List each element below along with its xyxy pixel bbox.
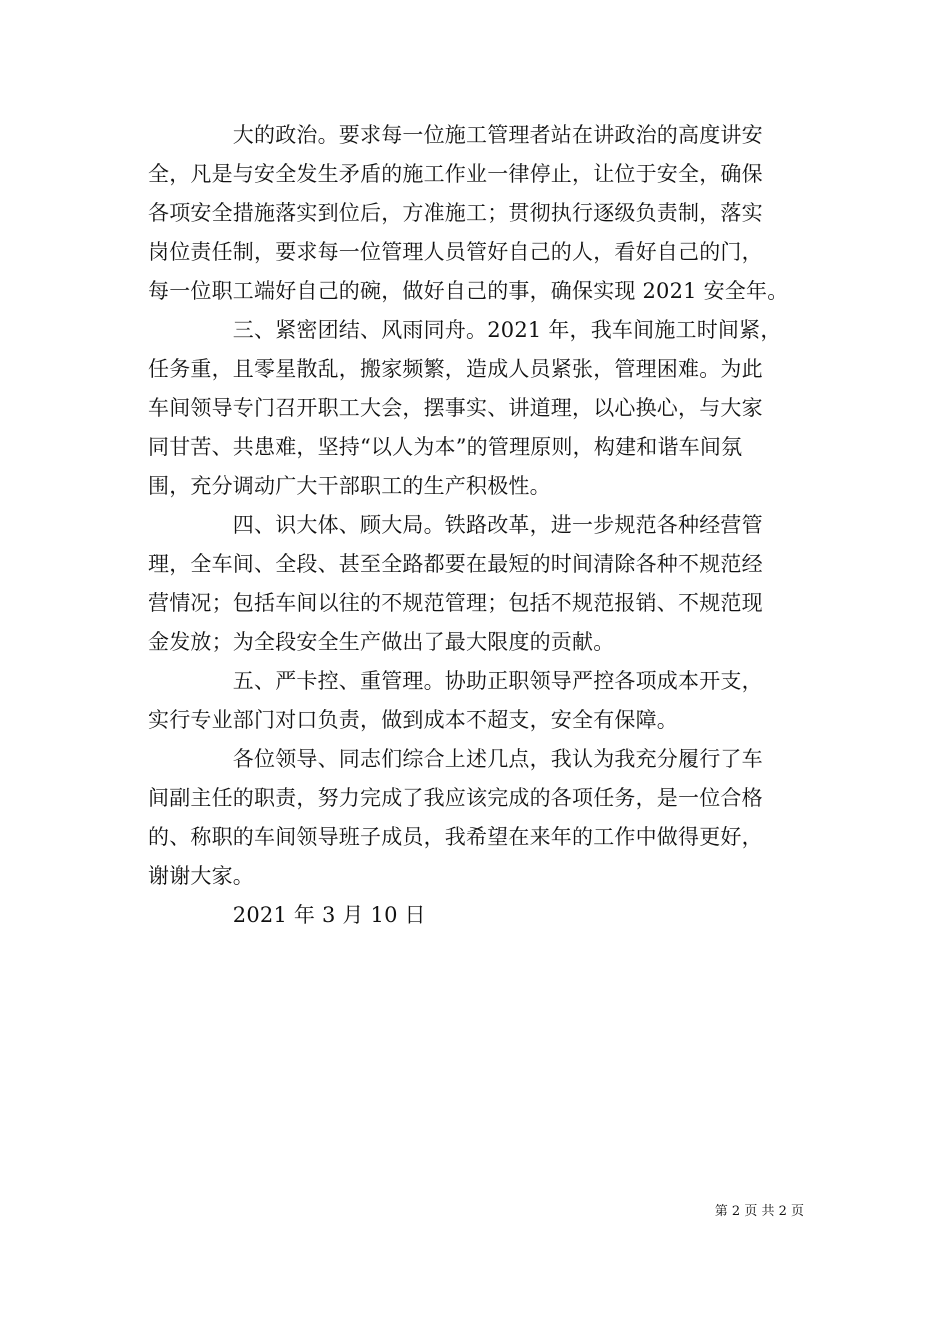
body-text-line: 各项安全措施落实到位后，方准施工；贯彻执行逐级负责制，落实 <box>148 201 763 225</box>
body-text-line: 任务重，且零星散乱，搬家频繁，造成人员紧张，管理困难。为此 <box>148 357 763 381</box>
body-text-line: 金发放；为全段安全生产做出了最大限度的贡献。 <box>148 630 615 654</box>
body-text-line: 谢谢大家。 <box>148 864 254 888</box>
body-text-line: 围，充分调动广大干部职工的生产积极性。 <box>148 474 551 498</box>
body-text-line: 每一位职工端好自己的碗，做好自己的事，确保实现 2021 安全年。 <box>148 279 789 303</box>
body-text-line: 五、严卡控、重管理。协助正职领导严控各项成本开支， <box>148 669 763 693</box>
body-text-line: 理，全车间、全段、甚至全路都要在最短的时间清除各种不规范经 <box>148 552 763 576</box>
body-text-line: 同甘苦、共患难，坚持“以人为本”的管理原则，构建和谐车间氛 <box>148 435 743 459</box>
body-text-line: 车间领导专门召开职工大会，摆事实、讲道理，以心换心，与大家 <box>148 396 763 420</box>
body-text-line: 间副主任的职责，努力完成了我应该完成的各项任务，是一位合格 <box>148 786 763 810</box>
body-text-line: 营情况；包括车间以往的不规范管理；包括不规范报销、不规范现 <box>148 591 763 615</box>
body-text-line: 三、紧密团结、风雨同舟。2021 年，我车间施工时间紧， <box>148 318 782 342</box>
body-text-line: 实行专业部门对口负责，做到成本不超支，安全有保障。 <box>148 708 678 732</box>
page-number-footer: 第 2 页 共 2 页 <box>714 1204 804 1219</box>
body-text-line: 全，凡是与安全发生矛盾的施工作业一律停止，让位于安全，确保 <box>148 162 763 186</box>
body-text-line: 岗位责任制，要求每一位管理人员管好自己的人，看好自己的门， <box>148 240 763 264</box>
body-text-line: 大的政治。要求每一位施工管理者站在讲政治的高度讲安 <box>148 123 763 147</box>
body-text-line: 各位领导、同志们综合上述几点，我认为我充分履行了车 <box>148 747 763 771</box>
document-date: 2021 年 3 月 10 日 <box>148 903 426 927</box>
body-text-line: 的、称职的车间领导班子成员，我希望在来年的工作中做得更好， <box>148 825 763 849</box>
body-text-line: 四、识大体、顾大局。铁路改革，进一步规范各种经营管 <box>148 513 763 537</box>
